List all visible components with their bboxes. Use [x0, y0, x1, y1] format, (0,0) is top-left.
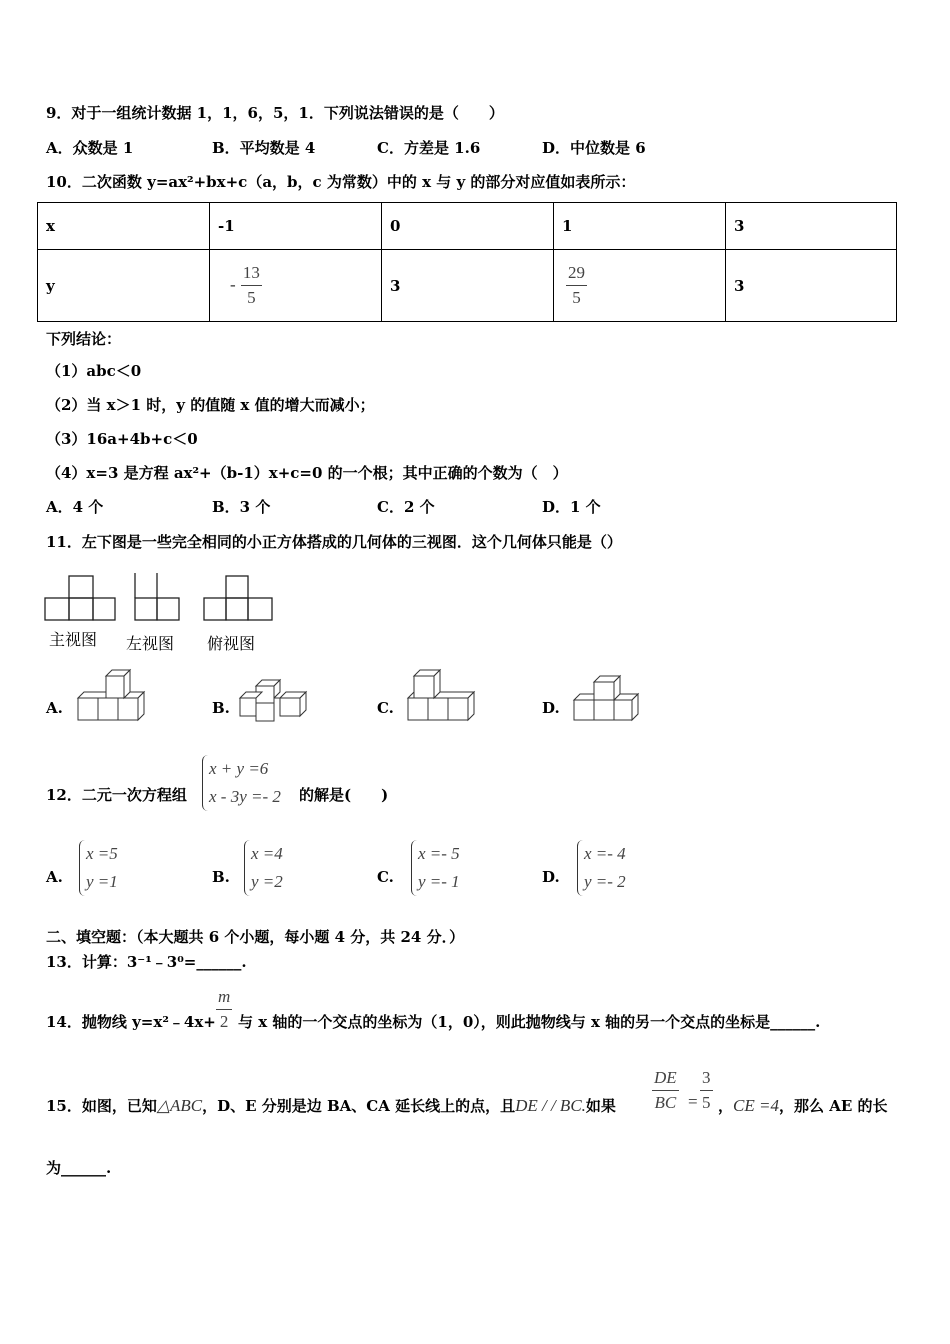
equation-line: x =- 4 — [584, 844, 626, 863]
fraction-neg-13-5 — [241, 261, 262, 310]
top-view-label: 俯视图 — [207, 634, 256, 653]
q12-option-a[interactable]: A. — [46, 868, 63, 886]
top-view-cell — [226, 576, 248, 598]
fraction-numerator: 3 — [700, 1066, 713, 1091]
equation-line: y =- 1 — [418, 872, 460, 891]
table-cell: 0 — [382, 203, 554, 250]
equation-line: y =- 2 — [584, 872, 626, 891]
cube-figure-a[interactable] — [74, 668, 150, 724]
q12-option-a-system[interactable] — [79, 840, 118, 896]
q15-line-1 — [46, 1095, 616, 1116]
equation-line: x =4 — [251, 844, 283, 863]
table-cell — [554, 250, 726, 322]
q12-option-d-system[interactable] — [577, 840, 626, 896]
q10-stem: 10．二次函数 y=ax²+bx+c（a，b，c 为常数）中的 x 与 y 的部分对应值如表所示： — [46, 173, 636, 191]
q15-prefix: 15．如图，已知 — [46, 1097, 157, 1115]
q12-option-b-system[interactable] — [244, 840, 283, 896]
table-cell: y — [38, 250, 210, 322]
q12-option-c-system[interactable] — [411, 840, 460, 896]
q15-text: ， — [718, 1097, 734, 1115]
equation-line: y =2 — [251, 872, 283, 891]
q14-prefix: 14．抛物线 y=x²﹣4x+ — [46, 1013, 216, 1031]
q10-conclusion-4: （4）x=3 是方程 ax²+（b-1）x+c=0 的一个根；其中正确的个数为（ ） — [46, 464, 568, 482]
section-2-heading: 二、填空题：（本大题共 6 个小题，每小题 4 分，共 24 分．） — [46, 928, 465, 946]
table-cell: 1 — [554, 203, 726, 250]
q10-conclusion-3: （3）16a+4b+c＜0 — [46, 430, 198, 448]
equals-sign: = — [688, 1092, 698, 1111]
q11-option-a[interactable]: A. — [46, 699, 63, 717]
table-cell: 3 — [382, 250, 554, 322]
q12-stem-suffix: 的解是( ) — [299, 786, 389, 804]
cube-figure-c[interactable] — [404, 668, 480, 724]
q10-conclusion-1: （1）abc＜0 — [46, 362, 142, 380]
table-cell: x — [38, 203, 210, 250]
q10-option-b[interactable]: B．3 个 — [212, 498, 271, 516]
cube-figure-d[interactable] — [570, 674, 646, 724]
q15-line-1-end — [718, 1095, 888, 1116]
q13: 13．计算：3⁻¹﹣3⁰=______. — [46, 953, 247, 971]
minus-sign: - — [230, 274, 236, 294]
q11-option-d[interactable]: D. — [542, 699, 560, 717]
q10-conclusion-2: （2）当 x＞1 时，y 的值随 x 值的增大而减小； — [46, 396, 375, 414]
q11-option-c[interactable]: C. — [377, 699, 394, 717]
fraction-denominator: BC — [654, 1093, 677, 1112]
q12-option-b[interactable]: B. — [212, 868, 230, 886]
table-row-x — [38, 203, 897, 250]
top-view-cell — [226, 598, 248, 620]
fraction-denominator: 5 — [702, 1093, 711, 1112]
q11-option-b[interactable]: B. — [212, 699, 230, 717]
table-row-y — [38, 250, 897, 322]
q15-text: ，那么 AE 的长 — [778, 1097, 888, 1115]
q12-option-c[interactable]: C. — [377, 868, 394, 886]
de-parallel-bc: DE / / BC. — [515, 1096, 586, 1115]
q9-option-d[interactable]: D．中位数是 6 — [542, 139, 646, 157]
equation-line: x - 3y =- 2 — [209, 787, 281, 806]
q10-intro: 下列结论： — [46, 330, 122, 348]
fraction-numerator: DE — [652, 1066, 679, 1091]
fraction-numerator: m — [216, 985, 232, 1010]
fraction-de-bc — [652, 1066, 679, 1115]
q15-line-2: 为______. — [46, 1159, 112, 1177]
fraction-numerator: 13 — [241, 261, 262, 286]
table-cell — [210, 250, 382, 322]
triangle-abc: △ABC — [156, 1096, 203, 1115]
q15-text: ，D、E 分别是边 BA、CA 延长线上的点，且 — [202, 1097, 516, 1115]
q9-option-b[interactable]: B．平均数是 4 — [212, 139, 316, 157]
fraction-denominator: 5 — [572, 288, 581, 307]
q12-option-d[interactable]: D. — [542, 868, 560, 886]
q11-stem: 11．左下图是一些完全相同的小正方体搭成的几何体的三视图．这个几何体只能是（） — [46, 533, 622, 551]
table-cell: -1 — [210, 203, 382, 250]
fraction-29-5 — [566, 261, 587, 310]
q10-option-d[interactable]: D．1 个 — [542, 498, 601, 516]
equation-line: x =5 — [86, 844, 118, 863]
fraction-denominator: 2 — [219, 1012, 229, 1031]
fraction-3-5 — [700, 1066, 713, 1115]
fraction-numerator: 29 — [566, 261, 587, 286]
front-view-cell — [69, 598, 93, 620]
q9-option-a[interactable]: A．众数是 1 — [46, 139, 134, 157]
equation-system — [202, 755, 281, 811]
q12-stem-prefix: 12．二元一次方程组 — [46, 786, 187, 804]
equation-line: x =- 5 — [418, 844, 460, 863]
front-view-cell — [45, 598, 69, 620]
front-view-label: 主视图 — [49, 630, 98, 649]
q14-suffix: 与 x 轴的一个交点的坐标为（1，0），则此抛物线与 x 轴的另一个交点的坐标是______. — [238, 1013, 821, 1031]
top-view-cell — [204, 598, 226, 620]
equation-line: y =1 — [86, 872, 118, 891]
left-view-cell — [135, 598, 157, 620]
left-view-label: 左视图 — [126, 634, 175, 653]
q9-option-c[interactable]: C．方差是 1.6 — [377, 139, 481, 157]
q9-stem: 9．对于一组统计数据 1，1，6，5，1．下列说法错误的是（ ） — [46, 104, 504, 122]
left-view-cell — [157, 598, 179, 620]
q10-option-c[interactable]: C．2 个 — [377, 498, 435, 516]
table-cell: 3 — [726, 250, 897, 322]
front-view-cell — [69, 576, 93, 598]
ce-value: CE =4 — [733, 1096, 779, 1115]
top-view-cell — [248, 598, 272, 620]
value-table — [37, 202, 897, 322]
equation-line: x + y =6 — [209, 759, 269, 778]
fraction-denominator: 5 — [247, 288, 256, 307]
cube-figure-b[interactable] — [238, 674, 312, 724]
q15-text: 如果 — [585, 1097, 616, 1115]
table-cell: 3 — [726, 203, 897, 250]
front-view-cell — [93, 598, 115, 620]
fraction-m-2 — [216, 985, 232, 1034]
q10-option-a[interactable]: A．4 个 — [46, 498, 104, 516]
